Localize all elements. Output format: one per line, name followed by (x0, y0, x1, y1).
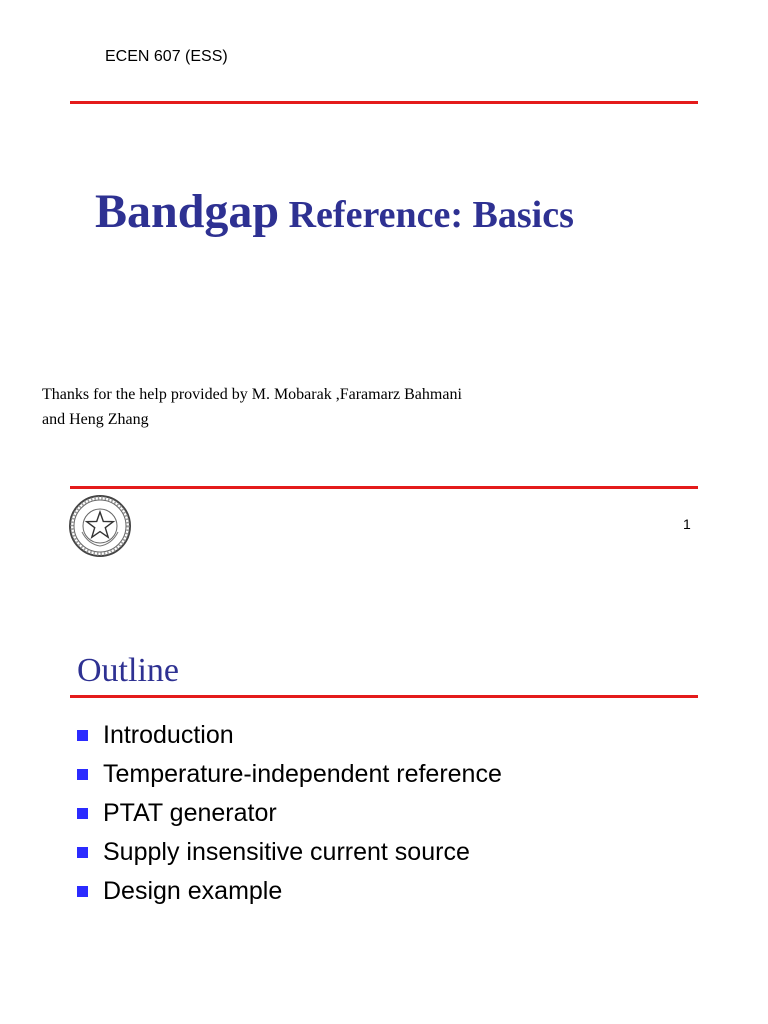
outline-item-label: PTAT generator (103, 799, 277, 827)
outline-list (77, 716, 502, 911)
outline-item (77, 755, 502, 794)
acknowledgement-line-1: Thanks for the help provided by M. Mobarak ,Faramarz Bahmani (42, 386, 462, 403)
header-rule (70, 101, 698, 104)
bullet-square-icon (77, 769, 88, 780)
bullet-square-icon (77, 847, 88, 858)
outline-item (77, 716, 502, 755)
outline-item-label: Design example (103, 877, 283, 905)
outline-item-label: Introduction (103, 721, 234, 749)
page-number: 1 (683, 516, 691, 532)
title-part-bandgap: Bandgap (95, 185, 280, 238)
bullet-square-icon (77, 808, 88, 819)
footer-rule (70, 486, 698, 489)
outline-rule (70, 695, 698, 698)
university-seal-icon (68, 494, 132, 558)
course-code: ECEN 607 (ESS) (105, 48, 228, 65)
outline-item (77, 872, 502, 911)
bullet-square-icon (77, 730, 88, 741)
acknowledgement-line-2: and Heng Zhang (42, 411, 149, 428)
outline-item-label: Temperature-independent reference (103, 760, 502, 788)
outline-item (77, 833, 502, 872)
slide-2 (0, 560, 768, 1024)
bullet-square-icon (77, 886, 88, 897)
outline-item (77, 794, 502, 833)
outline-item-label: Supply insensitive current source (103, 838, 470, 866)
title-part-rest: Reference: Basics (279, 194, 574, 236)
slide-title (95, 185, 574, 238)
outline-title: Outline (77, 652, 179, 689)
